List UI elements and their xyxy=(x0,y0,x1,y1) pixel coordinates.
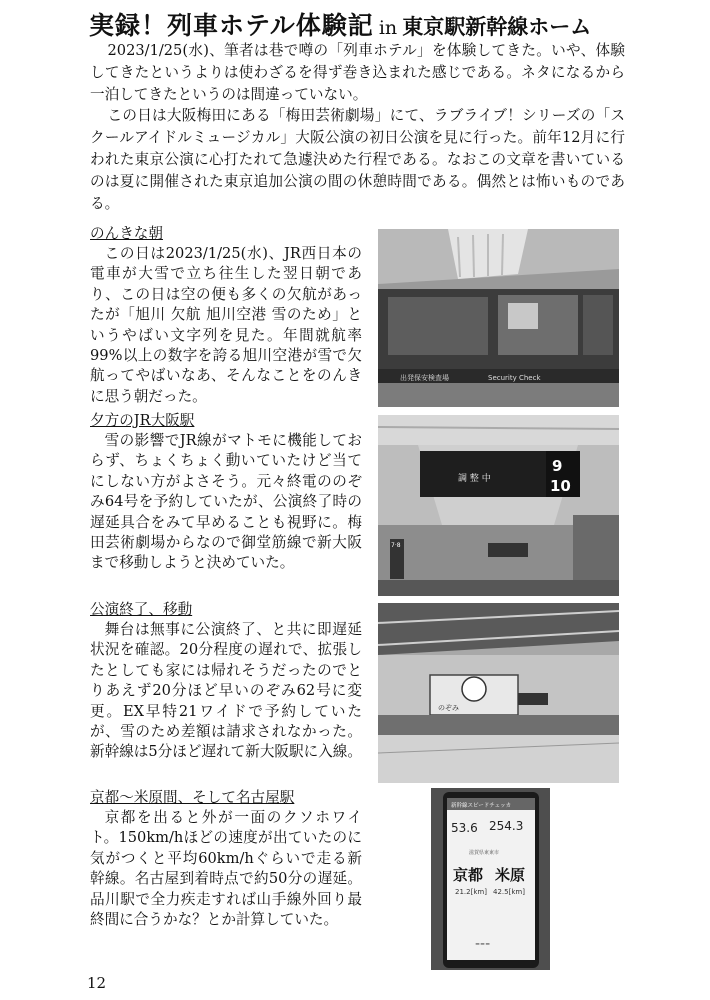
section-body: 雪の影響でJR線がマトモに機能しておらず、ちょくちょく動いていたけど当てにしない方がよさそう。元々終電ののぞみ64号を予約していたが、公演終了時の遅延具合をみて早めることも視野に。梅田芸術劇場からなので御堂筋線で新大阪まで移動しようと決めていた。 xyxy=(90,432,362,572)
section-heading: のんきな朝 xyxy=(90,225,163,242)
station-from: 京都 xyxy=(453,866,484,884)
intro-paragraph-2: この日は大阪梅田にある「梅田芸術劇場」にて、ラブライブ！シリーズの「スクールアイドルミュージカル」大阪公演の初日公演を見に行った。前年12月に行われた東京公演に心打たれて急遽決めた行程である。なおこの文章を書いているのは夏に開催された東京追加公演の間の休憩時間である。偶然とは怖いものである。 xyxy=(90,107,625,212)
section-morning xyxy=(90,224,362,407)
section-heading: 夕方のJR大阪駅 xyxy=(90,412,195,429)
intro-block xyxy=(90,40,625,214)
phone-screen xyxy=(431,788,550,970)
airport-scene xyxy=(378,229,619,407)
section-body: 舞台は無事に公演終了、と共に即遅延状況を確認。20分程度の遅れで、拡張したとしても家には帰れそうだったのでとりあえず20分ほど早いのぞみ62号に変更。EX早特21ワイドで予約していたが、雪のため差額は請求されなかった。新幹線は5分ほど遅れて新大阪駅に入線。 xyxy=(90,621,362,761)
platform-sign-text: のぞみ xyxy=(438,704,459,712)
photo-osaka-station xyxy=(378,415,619,596)
section-kyoto-maibara xyxy=(90,788,362,930)
station-to: 米原 xyxy=(495,866,526,884)
photo-airport-departure xyxy=(378,229,619,407)
board-text-en: Security Check xyxy=(488,374,541,382)
station-scene xyxy=(378,415,619,596)
section-body: この日は2023/1/25(水)、JR西日本の電車が大雪で立ち往生した翌日朝であり、この日は空の便も多くの欠航があったが「旭川 欠航 旭川空港 雪のため」というやばい文字列を見た。年間就航率99%以上の数字を誇る旭川空港が雪で欠航ってやばいなあ、そんなことをのんきに思う朝だった。 xyxy=(90,245,362,405)
title-main: 実録！列車ホテル体験記 xyxy=(89,11,374,40)
section-osaka-station xyxy=(90,411,362,574)
article-title xyxy=(89,6,689,40)
distance-from: 21.2[km] xyxy=(455,888,487,896)
board-status-text: 調 整 中 xyxy=(458,474,491,484)
track-number-a: 9 xyxy=(552,457,563,475)
photo-shinkansen-platform xyxy=(378,603,619,783)
photo-speed-checker-phone xyxy=(431,788,550,970)
page-number: 12 xyxy=(87,974,107,992)
section-heading: 京都～米原間、そして名古屋駅 xyxy=(90,789,295,806)
app-title: 新幹線スピードチェッカ xyxy=(451,803,512,809)
phone-footer-text: --- xyxy=(475,936,491,952)
section-heading: 公演終了、移動 xyxy=(90,601,193,618)
board-text-jp: 出発保安検査場 xyxy=(400,374,449,382)
location-text: 滋賀県東東市 xyxy=(469,850,500,856)
platform-sign: 7·8 xyxy=(391,542,401,549)
speed-left: 53.6 xyxy=(451,821,478,835)
platform-scene xyxy=(378,603,619,783)
track-number-b: 10 xyxy=(550,477,571,495)
distance-to: 42.5[km] xyxy=(493,888,525,896)
intro-paragraph-1: 2023/1/25(水)、筆者は巷で噂の「列車ホテル」を体験してきた。いや、体験してきたというよりは使わざるを得ず巻き込まれた感じである。ネタになるから一泊してきたというのは間違っていない。 xyxy=(90,42,625,103)
section-after-show xyxy=(90,600,362,763)
title-in-word: in xyxy=(378,17,398,39)
speed-right: 254.3 xyxy=(489,819,524,833)
title-sub: 東京駅新幹線ホーム xyxy=(402,15,592,39)
section-body: 京都を出ると外が一面のクソホワイト。150km/hほどの速度が出ていたのに気がつくと平均60km/hぐらいで走る新幹線。名古屋到着時点で約50分の遅延。品川駅で全力疾走すれば山手線外回り最終間に合うかな？とか計算していた。 xyxy=(90,809,362,929)
